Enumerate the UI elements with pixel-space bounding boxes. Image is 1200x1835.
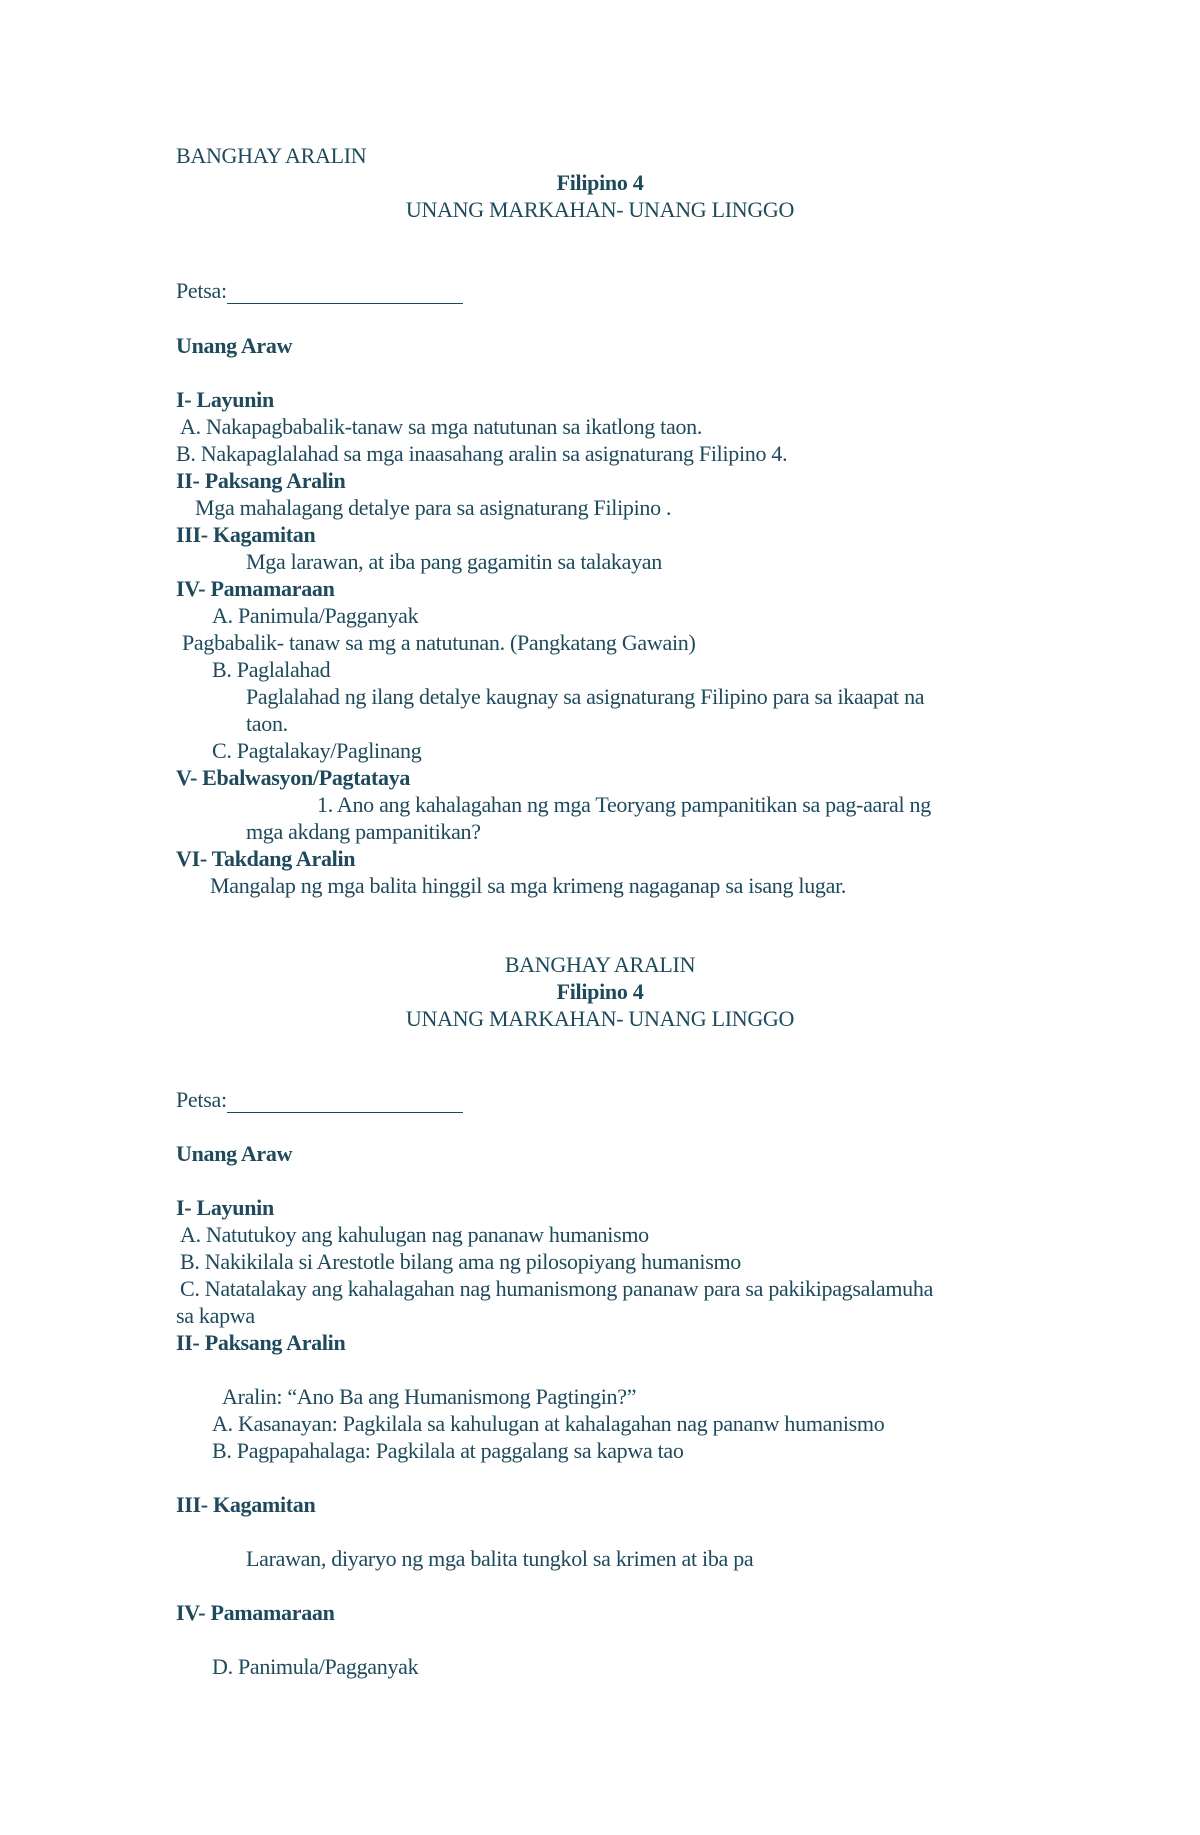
date-line-2 (176, 1087, 463, 1113)
section-kagamitan-2: III- Kagamitan (176, 1492, 316, 1517)
takdang-aralin-text: Mangalap ng mga balita hinggil sa mga krimeng nagaganap sa isang lugar. (210, 873, 847, 898)
step-b-text-2: taon. (246, 711, 288, 736)
objective-c-2: C. Natatalakay ang kahalagahan nag humanismong pananaw para sa pakikipagsalamuha (180, 1276, 934, 1301)
day-heading: Unang Araw (176, 333, 293, 358)
section-layunin: I- Layunin (176, 387, 274, 412)
objective-b: B. Nakapaglalahad sa mga inaasahang aralin sa asignaturang Filipino 4. (176, 441, 788, 466)
kagamitan-text-2: Larawan, diyaryo ng mga balita tungkol sa krimen at iba pa (246, 1546, 754, 1571)
step-b-text-1: Paglalahad ng ilang detalye kaugnay sa asignaturang Filipino para sa ikaapat na (246, 684, 925, 709)
objective-a-2: A. Natutukoy ang kahulugan nag pananaw humanismo (180, 1222, 649, 1247)
date-label-2: Petsa: (176, 1087, 227, 1112)
day-heading-2: Unang Araw (176, 1141, 293, 1166)
date-label: Petsa: (176, 278, 227, 303)
kagamitan-text: Mga larawan, at iba pang gagamitin sa talakayan (246, 549, 662, 574)
section-takdang-aralin: VI- Takdang Aralin (176, 846, 356, 871)
kasanayan: A. Kasanayan: Pagkilala sa kahulugan at kahalagahan nag pananw humanismo (212, 1411, 885, 1436)
step-b: B. Paglalahad (212, 657, 331, 682)
pagpapahalaga: B. Pagpapahalaga: Pagkilala at paggalang sa kapwa tao (212, 1438, 684, 1463)
section-paksang-aralin: II- Paksang Aralin (176, 468, 346, 493)
step-a: A. Panimula/Pagganyak (212, 603, 419, 628)
doc-title-2: BANGHAY ARALIN (504, 952, 696, 977)
aralin-title: Aralin: “Ano Ba ang Humanismong Pagtingin?” (222, 1384, 637, 1409)
step-d: D. Panimula/Pagganyak (212, 1654, 419, 1679)
step-a-text: Pagbabalik- tanaw sa mg a natutunan. (Pangkatang Gawain) (182, 630, 696, 655)
paksang-aralin-text: Mga mahalagang detalye para sa asignaturang Filipino . (195, 495, 672, 520)
objective-b-2: B. Nakikilala si Arestotle bilang ama ng pilosopiyang humanismo (180, 1249, 741, 1274)
subject-heading-2: Filipino 4 (556, 979, 644, 1004)
date-blank (227, 281, 463, 304)
section-paksang-aralin-2: II- Paksang Aralin (176, 1330, 346, 1355)
question-1: 1. Ano ang kahalagahan ng mga Teoryang pampanitikan sa pag-aaral ng (317, 792, 931, 817)
quarter-heading: UNANG MARKAHAN- UNANG LINGGO (405, 197, 795, 222)
question-1-cont: mga akdang pampanitikan? (246, 819, 481, 844)
objective-c-2-cont: sa kapwa (176, 1303, 255, 1328)
subject-heading: Filipino 4 (556, 170, 644, 195)
date-blank-2 (227, 1090, 463, 1113)
step-c: C. Pagtalakay/Paglinang (212, 738, 422, 763)
section-ebalwasyon: V- Ebalwasyon/Pagtataya (176, 765, 411, 790)
doc-title: BANGHAY ARALIN (176, 143, 367, 168)
quarter-heading-2: UNANG MARKAHAN- UNANG LINGGO (405, 1006, 795, 1031)
section-layunin-2: I- Layunin (176, 1195, 274, 1220)
objective-a: A. Nakapagbabalik-tanaw sa mga natutunan sa ikatlong taon. (180, 414, 703, 439)
date-line (176, 278, 463, 304)
section-kagamitan: III- Kagamitan (176, 522, 316, 547)
section-pamamaraan: IV- Pamamaraan (176, 576, 335, 601)
section-pamamaraan-2: IV- Pamamaraan (176, 1600, 335, 1625)
